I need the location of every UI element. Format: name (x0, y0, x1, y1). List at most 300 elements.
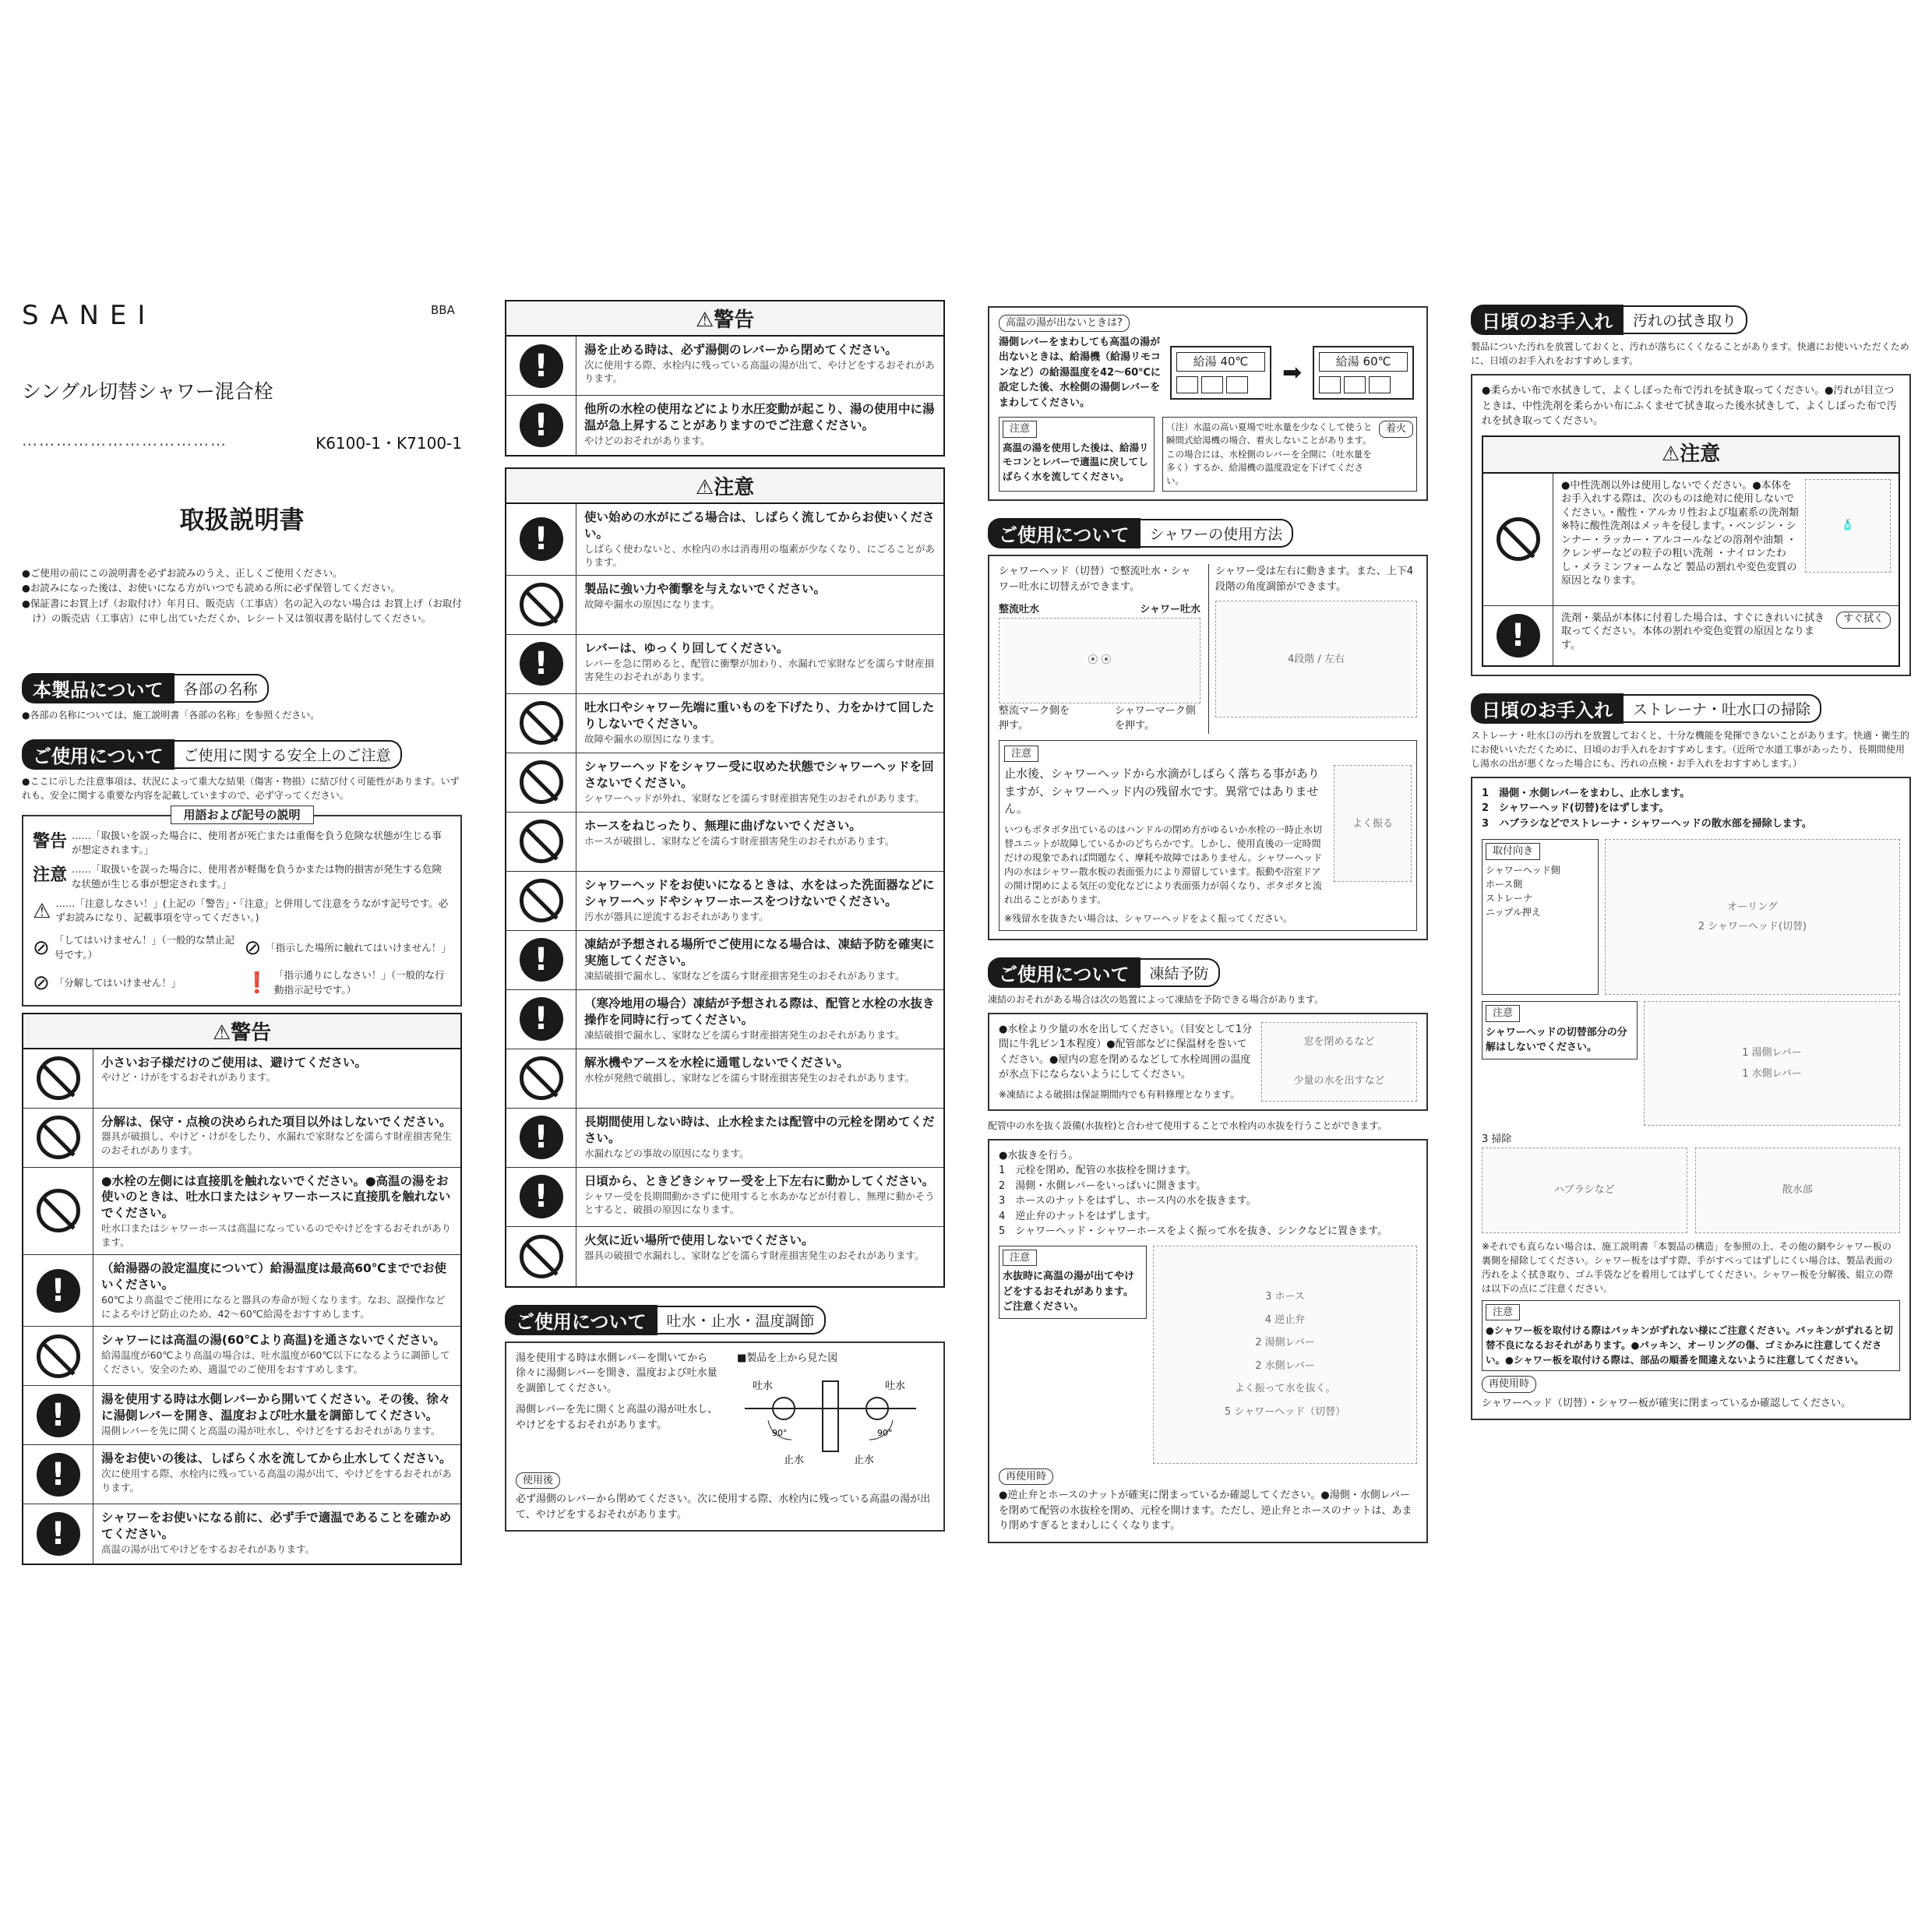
caution-box (505, 467, 945, 1288)
parts-note: ●各部の名称については、施工説明書「各部の名称」を参照ください。 (22, 709, 320, 721)
label-4-steps: 4段階 (1288, 653, 1315, 665)
strainer-note: ※それでも直らない場合は、施工説明書「本製品の構造」を参照の上、その他の網やシャワー板の裏側を掃除してください。シャワー板をはずす際、手がすべってはずしにくい場合は、製品表面の汚れをよく拭き取り、ゴム手袋などを着用してはずしてください。シャワー板を分解後、組立の際は以下の点にご注意ください。 (1482, 1240, 1893, 1294)
assembly-caution-tag: 注意 (1486, 1304, 1520, 1321)
drain-diagram (1153, 1246, 1417, 1464)
notice-detail: 給湯温度が60℃より高温の場合は、吐水温度が60℃以下になるように調節してください。安全のため、適温でのご使用をおすすめします。 (101, 1349, 450, 1375)
wipe-caution-box (1482, 435, 1900, 667)
notice-row (506, 337, 943, 396)
label-check-valve: 4 逆止弁 (1264, 1313, 1306, 1326)
hot-text: 湯側レバーをまわしても高温の湯が出ないときは、給湯機（給湯リモコンなど）の給湯温度を42～60℃に設定した後、水栓側の湯側レバーをまわしてください。 (999, 336, 1162, 409)
clean-label: 3 掃除 (1482, 1133, 1512, 1145)
notice-icon-cell (23, 1504, 93, 1564)
detergent-icon: 🧴 (1805, 479, 1891, 573)
shower-holder-diagram: 4段階 / 左右 (1215, 601, 1417, 717)
notice-heading: 分解は、保守・点検の決められた項目以外はしないでください。 (101, 1114, 452, 1129)
notice-detail: 汚水が器具に逆流するおそれがあります。 (584, 910, 769, 922)
shower-panel (988, 555, 1428, 940)
svg-text:90°: 90° (772, 1428, 788, 1439)
notice-row (23, 1445, 460, 1504)
notice-row (23, 1386, 460, 1445)
caution-word: 注意 (33, 866, 68, 885)
notice-detail: 次に使用する際、水栓内に残っている高温の湯が出て、やけどをするおそれがあります。 (584, 358, 935, 385)
notice-heading: シャワーヘッドをお使いになるときは、水をはった洗面器などにシャワーヘッドやシャワーホースをつけないでください。 (584, 877, 935, 908)
intro-item: ●ご使用の前にこの説明書を必ずお読みのうえ、正しくご使用ください。 (22, 567, 343, 579)
notice-row (506, 990, 943, 1049)
shower-caution-tag: 注意 (1004, 746, 1038, 763)
notice-row (506, 504, 943, 576)
notice-text (93, 1327, 460, 1385)
legend-no-disassemble: 「分解してはいけません！」 (54, 976, 182, 989)
notice-heading: 湯を使用する時は水側レバーから開いてください。その後、徐々に湯側レバーを開き、温度および吐水量を調節してください。 (101, 1392, 451, 1423)
label-head-side: シャワーヘッド側 (1486, 864, 1560, 876)
section-header-strainer (1471, 693, 1911, 724)
notice-text (93, 1049, 375, 1108)
notice-text (576, 753, 943, 812)
section-tag: ご使用について (988, 957, 1141, 988)
safety-note: ●ここに示した注意事項は、状況によって重大な結果（傷害・物損）に結び付く可能性があります。いずれも、安全に関する重要な内容を記載していますので、必ず守ってください。 (22, 775, 460, 801)
reuse-tag: 再使用時 (1482, 1376, 1536, 1393)
label-cold-lever: 2 水側レバー (1255, 1359, 1315, 1372)
orientation-tag: 取付向き (1486, 843, 1540, 860)
fire-label: 着火 (1379, 421, 1413, 438)
notice-detail: しばらく使わないと、水栓内の水は消毒用の塩素が少なくなり、にごることがあります。 (584, 542, 936, 569)
section-header-water (505, 1305, 945, 1335)
section-tag: ご使用について (988, 518, 1141, 548)
caution-text: ……「取扱いを誤った場合に、使用者が軽傷を負うかまたは物的損害が発生する危険な状態が生じる事が想定されます。」 (72, 863, 442, 890)
legend-instruction: 「指示通りにしなさい！」（一般的な行動指示記号です。） (273, 969, 445, 996)
notice-text (576, 1227, 933, 1286)
notice-row (506, 694, 943, 753)
shower-text-2: シャワー受は左右に動きます。また、上下4段階の角度調節ができます。 (1215, 566, 1413, 593)
freeze-note: ※凍結による破損は保証期間内でも有料修理となります。 (999, 1088, 1240, 1100)
notice-row (23, 1049, 460, 1109)
notice-detail: やけどのおそれがあります。 (584, 434, 710, 446)
column-2 (505, 300, 945, 1532)
column-4 (1471, 300, 1911, 1420)
notice-icon-cell (506, 396, 576, 455)
notice-heading: 他所の水栓の使用などにより水圧変動が起こり、湯の使用中に湯温が急上昇することがありますのでご注意ください。 (584, 402, 935, 432)
hot-caution-tag: 注意 (1003, 421, 1037, 438)
label-hose-side: ホース側 (1486, 878, 1523, 890)
notice-detail: やけど・けがをするおそれがあります。 (101, 1071, 277, 1084)
notice-icon-cell (23, 1327, 93, 1385)
reuse-text: ●逆止弁とホースのナットが確実に閉まっているか確認してください。●湯側・水側レバーを閉めて配管の水抜栓を閉め、元栓を開けます。ただし、逆止弁とホースのナットは、あまり閉めすぎるとまわしにくくなります。 (999, 1490, 1412, 1532)
drain-caution: 水抜時に高温の湯が出てやけどをするおそれがあります。ご注意ください。 (1003, 1271, 1135, 1313)
notice-row (506, 1109, 943, 1168)
notice-detail: シャワー受を長期間動かさずに使用すると水あかなどが付着し、無理に動かそうとすると、破損の原因になります。 (584, 1190, 935, 1216)
warn-text: ……「取扱いを誤った場合に、使用者が死亡または重傷を負う危険な状態が生じる事が想定されます。」 (72, 829, 442, 856)
notice-heading: 凍結が予想される場所でご使用になる場合は、凍結予防を確実に実施してください。 (584, 936, 935, 968)
symbol-legend (22, 807, 462, 1007)
notice-row (23, 1504, 460, 1564)
notice-text (93, 1445, 460, 1504)
exclamation-icon: ! (37, 1394, 80, 1437)
notice-row (23, 1255, 460, 1327)
shake-diagram (1334, 765, 1412, 882)
notice-icon-cell (506, 504, 576, 575)
notice-text (576, 1049, 922, 1108)
notice-text (576, 813, 902, 871)
brand-logo: SANEI (22, 300, 157, 331)
drain-step: 3 ホースのナットをはずし、ホース内の水を抜きます。 (999, 1195, 1257, 1208)
exclamation-icon: ! (520, 938, 563, 982)
notice-icon-cell (506, 813, 576, 871)
top-view-diagram (737, 1366, 924, 1467)
triangle-text: ……「注意しなさい！」(上記の「警告」・「注意」と併用して注意をうながす記号です。必ずお読みになり、記載事項を守ってください。) (55, 897, 449, 924)
prohibit-icon (520, 820, 563, 863)
water-text-2: 湯側レバーを先に開くと高温の湯が吐水し、やけどをするおそれがあります。 (516, 1404, 718, 1431)
section-subtitle: ご使用に関する安全上のご注意 (175, 740, 402, 769)
notice-heading: 小さいお子様だけのご使用は、避けてください。 (101, 1055, 368, 1070)
exclamation-icon: ! (37, 1512, 80, 1556)
exclamation-icon: ! (520, 642, 563, 686)
notice-heading: 長期間使用しない時は、止水栓または配管中の元栓を閉めてください。 (584, 1114, 935, 1145)
no-touch-icon: ⊘ (244, 936, 262, 960)
exclamation-icon: ! (520, 344, 563, 388)
notice-heading: ホースをねじったり、無理に曲げないでください。 (584, 818, 862, 833)
wipe-caution-title: ⚠注意 (1483, 437, 1899, 474)
section-header-wipe (1471, 305, 1911, 335)
arrow-icon: ➡ (1282, 358, 1303, 386)
notice-heading: シャワーヘッドをシャワー受に収めた状態でシャワーヘッドを回さないでください。 (584, 759, 934, 790)
warning-title: ⚠警告 (23, 1014, 460, 1049)
label-shower-mark: シャワーマーク側を押す。 (1115, 704, 1196, 732)
notice-text (576, 635, 943, 693)
strainer-text: ストレーナ・吐水口の汚れを放置しておくと、十分な機能を発揮できないことがあります。快適・衛生的にお使いいただくために、日頃のお手入れをおすすめします。（近所で水道工事があったり、長期間使用し湯水の出が悪くなった場合にも、汚れの点検・お手入れをおすすめします。） (1471, 729, 1910, 769)
freeze-panel (988, 1013, 1428, 1111)
notice-detail: 器具が破損し、やけど・けがをしたり、水漏れで家財などを濡らす財産損害発生のおそれがあります。 (101, 1130, 453, 1156)
notice-heading: 使い始めの水がにごる場合は、しばらく流してからお使いください。 (584, 510, 935, 541)
notice-text (576, 396, 943, 455)
notice-detail: 高温の湯が出てやけどをするおそれがあります。 (101, 1542, 316, 1555)
svg-text:90°: 90° (877, 1428, 893, 1439)
notice-icon-cell (506, 635, 576, 693)
wipe-caution-row (1483, 474, 1899, 606)
label-nipple: ニップル押え (1486, 906, 1542, 918)
notice-row (506, 813, 943, 872)
exclamation-icon: ! (520, 997, 563, 1041)
notice-icon-cell (23, 1386, 93, 1444)
notice-row (23, 1327, 460, 1386)
label-shisui-right: 止水 (854, 1454, 875, 1467)
section-tag: 日頃のお手入れ (1471, 693, 1624, 724)
notice-icon-cell (506, 872, 576, 930)
warning-title: ⚠警告 (506, 301, 943, 337)
section-header-parts (22, 673, 462, 703)
label-brush: ハブラシなど (1553, 1183, 1615, 1196)
drain-step: 5 シャワーヘッド・シャワーホースをよく振って水を抜き、シンクなどに置きます。 (999, 1225, 1387, 1238)
reuse-tag: 再使用時 (999, 1468, 1053, 1486)
assembly-caution: ●シャワー板を取付ける際はパッキンがずれない様にご注意ください。パッキンがずれると切替不良になるおそれがあります。●パッキン、オーリングの傷、ゴミかみに注意してください。●シャワー板を取付ける際は、部品の順番を間違えないように注意してください。 (1486, 1324, 1893, 1366)
notice-heading: （給湯器の設定温度について）給湯温度は最高60℃まででお使いください。 (101, 1261, 447, 1292)
notice-text (576, 1109, 943, 1167)
notice-heading: 火気に近い場所で使用しないでください。 (584, 1232, 814, 1247)
hot-water-panel (988, 306, 1428, 501)
notice-icon-cell (23, 1168, 93, 1255)
label-hose: 3 ホース (1265, 1291, 1305, 1303)
prohibit-icon (520, 1056, 563, 1100)
notice-icon-cell (23, 1445, 93, 1504)
shower-caution-3: ※残留水を抜きたい場合は、シャワーヘッドをよく振ってください。 (1004, 912, 1292, 924)
notice-icon-cell (506, 753, 576, 812)
label-spray: 散水部 (1782, 1183, 1813, 1196)
notice-heading: 日頃から、ときどきシャワー受を上下左右に動かしてください。 (584, 1173, 935, 1188)
notice-icon-cell (506, 1227, 576, 1286)
model-numbers: K6100-1・K7100-1 (316, 434, 462, 453)
notice-heading: ●水栓の左側には直接肌を触れないでください。●高温の湯をお使いのときは、吐水口またはシャワーホースに直接肌を触れないでください。 (101, 1173, 451, 1221)
top-view-caption: ■製品を上から見た図 (737, 1352, 838, 1364)
label-shower-head: 5 シャワーヘッド（切替） (1224, 1405, 1346, 1418)
strainer-diagram (1605, 839, 1900, 995)
exclamation-icon: ! (520, 404, 563, 447)
shower-head-diagram: ⦿ ⦿ (999, 618, 1200, 703)
after-use-tag: 使用後 (516, 1472, 560, 1490)
notice-text (93, 1255, 460, 1326)
label-shake-out: よく振って水を抜く。 (1234, 1383, 1336, 1395)
wipe-caution-1: ●中性洗剤以外は使用しないでください。●本体をお手入れする際は、次のものは絶対に使用しないでください。・酸性・アルカリ性および塩素系の洗剤類 ※特に酸性洗剤はメッキを侵します。・ベンジン・シンナー・ラッカー・アルコールなどの溶剤や油類 ・クレンザーなどの粒子の粗い洗剤 ・ナイロンたわし・メラミンフォームなど 製品の割れや変色変質の原因となります。 (1561, 479, 1799, 587)
prohibit-icon (37, 1334, 80, 1378)
notice-detail: シャワーヘッドが外れ、家財などを濡らす財産損害発生のおそれがあります。 (584, 791, 925, 804)
exclamation-icon: ! (37, 1269, 80, 1313)
prohibit-icon (520, 1235, 563, 1278)
faucet-diagram (1644, 1001, 1900, 1126)
prohibit-icon (37, 1116, 80, 1159)
prohibit-icon (37, 1189, 80, 1232)
shower-text-1: シャワーヘッド（切替）で整流吐水・シャワー吐水に切替えができます。 (999, 566, 1191, 593)
intro-item: ●お読みになった後は、お使いになる方がいつでも読める所に必ず保管してください。 (22, 582, 400, 594)
wipe-text: 製品についた汚れを放置しておくと、汚れが落ちにくくなることがあります。快適にお使いいただくために、日頃のお手入れをおすすめします。 (1471, 341, 1909, 366)
drain-panel (988, 1139, 1428, 1543)
notice-detail: 湯側レバーを先に開くと高温の湯が吐水し、やけどをするおそれがあります。 (101, 1424, 441, 1437)
intro-item: ●保証書にお買上げ（お取付け）年月日、販売店（工事店）名の記入のない場合は お買上げ（お取付け）の販売店（工事店）に申し出ていただくか、レシート又は領収書を貼付してください。 (22, 597, 462, 625)
notice-icon-cell (506, 576, 576, 634)
notice-row (506, 576, 943, 635)
wipe-now-label: すぐ拭く (1836, 612, 1891, 629)
notice-detail: 水栓が発熱で破損し、家財などを濡らす財産損害発生のおそれがあります。 (584, 1071, 915, 1084)
drain-title: ●水抜きを行う。 (999, 1149, 1079, 1162)
notice-icon-cell (23, 1109, 93, 1167)
no-disassemble-icon: ⊘ (33, 971, 50, 995)
label-shower: シャワー吐水 (1140, 604, 1200, 616)
section-tag: 本製品について (22, 673, 175, 703)
notice-heading: 湯をお使いの後は、しばらく水を流してから止水してください。 (101, 1451, 452, 1466)
notice-heading: 吐水口やシャワー先端に重いものを下げたり、力をかけて回したりしないでください。 (584, 700, 935, 731)
shower-caution-1: 止水後、シャワーヘッドから水滴がしばらく落ちる事がありますが、シャワーヘッド内の残留水です。異常ではありません。 (1004, 767, 1320, 816)
notice-heading: 解氷機やアースを水栓に通電しないでください。 (584, 1055, 849, 1070)
strainer-step: 3 ハブラシなどでストレーナ・シャワーヘッドの散水部を掃除します。 (1482, 817, 1812, 830)
wipe-caution-2: 洗剤・薬品が本体に付着した場合は、すぐにきれいに拭き取ってください。本体の割れや変色変質の原因となります。 (1561, 612, 1825, 651)
reuse-text: シャワーヘッド（切替）・シャワー板が確実に閉まっているか確認してください。 (1482, 1397, 1851, 1409)
notice-icon-cell (23, 1049, 93, 1108)
warn-word: 警告 (33, 831, 68, 851)
prohibit-icon (1497, 517, 1540, 561)
prohibit-icon (520, 879, 563, 922)
section-subtitle: 吐水・止水・温度調節 (658, 1306, 826, 1334)
notice-row (506, 931, 943, 990)
notice-detail: ホースが破損し、家財などを濡らす財産損害発生のおそれがあります。 (584, 834, 895, 847)
section-tag: ご使用について (505, 1305, 658, 1335)
notice-text (576, 1168, 943, 1226)
label-hot-lever: 2 湯側レバー (1255, 1337, 1315, 1349)
document-title: 取扱説明書 (179, 505, 305, 534)
notice-heading: レバーは、ゆっくり回してください。 (584, 640, 789, 655)
notice-text (576, 990, 943, 1049)
notice-icon-cell (506, 1109, 576, 1167)
section-subtitle: シャワーの使用方法 (1141, 519, 1294, 548)
notice-text (576, 694, 943, 753)
label-left-right: 左右 (1324, 653, 1345, 665)
notice-text (93, 1504, 460, 1564)
strainer-caution: シャワーヘッドの切替部分の分解はしないでください。 (1486, 1026, 1627, 1053)
prohibit-icon (520, 760, 563, 804)
section-subtitle: 凍結予防 (1141, 958, 1220, 987)
notice-detail: 次に使用する際、水栓内に残っている高温の湯が出て、やけどをするおそれがあります。 (101, 1468, 452, 1493)
strainer-panel (1471, 777, 1911, 1421)
notice-icon-cell (506, 1049, 576, 1108)
spray-diagram (1695, 1148, 1901, 1233)
section-subtitle: 汚れの拭き取り (1624, 305, 1747, 334)
product-name: シングル切替シャワー混合栓 (22, 380, 273, 403)
notice-detail: 故障や漏水の原因になります。 (584, 732, 721, 745)
remote-60: 給湯 60℃ (1319, 352, 1408, 372)
legend-prohibit: 「してはいけません！」（一般的な禁止記号です。） (54, 934, 235, 961)
notice-detail: レバーを急に閉めると、配管に衝撃が加わり、水漏れで家財などを濡らす財産損害発生のおそれがあります。 (584, 657, 935, 683)
hot-caution-text: 高温の湯を使用した後は、給湯リモコンとレバーで適温に戻してしばらく水を流してください。 (1003, 441, 1149, 482)
notice-row (506, 1168, 943, 1227)
label-oring: オーリング (1727, 901, 1778, 913)
notice-text (576, 872, 943, 930)
notice-row (506, 635, 943, 694)
label-hot-lever: 1 湯側レバー (1742, 1046, 1802, 1059)
drain-step: 1 元栓を閉め、配管の水抜栓を開けます。 (999, 1165, 1197, 1177)
warning-box-2 (505, 300, 945, 457)
legend-no-touch: 「指示した場所に触れてはいけません！」 (266, 941, 451, 954)
shower-caution-2: いつもポタポタ出ているのはハンドルの閉め方がゆるいか水栓の一時止水切替ユニットが故障しているかのどちらかです。しかし、使用直後の一定時間だけの現象であれば問題なく、摩耗や故障ではありません。シャワーヘッド内の水はシャワー散水板の表面張力により滞留しています。振動や浴室ドアの開け閉めによる気圧の変化などにより表面張力が弱くなり、ポタポタと流れ出ることがあります。 (1004, 823, 1323, 905)
label-seiryu-mark: 整流マーク側を押す。 (999, 704, 1070, 732)
notice-detail: 水漏れなどの事故の原因になります。 (584, 1147, 749, 1159)
label-tosui-right: 吐水 (885, 1380, 906, 1393)
notice-detail: 凍結破損で漏水し、家財などを濡らす財産損害発生のおそれがあります。 (584, 969, 905, 982)
notice-text (93, 1168, 460, 1255)
drain-step: 4 逆止弁のナットをはずします。 (999, 1210, 1156, 1222)
label-shisui-left: 止水 (784, 1454, 805, 1467)
notice-row (506, 1227, 943, 1286)
section-header-shower (988, 518, 1428, 548)
section-tag: 日頃のお手入れ (1471, 305, 1624, 335)
instruction-icon: ❗ (244, 971, 270, 995)
label-seiryu: 整流吐水 (999, 604, 1040, 616)
notice-text (93, 1386, 460, 1444)
notice-icon-cell (506, 337, 576, 395)
legend-title: 用語および記号の説明 (170, 806, 313, 825)
notice-row (506, 396, 943, 455)
notice-icon-cell (506, 931, 576, 989)
notice-detail: 器具の破損で水漏れし、家財などを濡らす財産損害発生のおそれがあります。 (584, 1249, 925, 1261)
notice-heading: （寒冷地用の場合）凍結が予想される際は、配管と水栓の水抜き操作を同時に行ってください。 (584, 996, 935, 1027)
notice-text (93, 1109, 460, 1167)
label-cold-lever: 1 水側レバー (1742, 1068, 1802, 1080)
notice-heading: 湯を止める時は、必ず湯側のレバーから閉めてください。 (584, 343, 897, 357)
section-header-freeze (988, 957, 1428, 988)
notice-icon-cell (506, 1168, 576, 1226)
notice-icon-cell (506, 990, 576, 1049)
after-use-text: 必ず湯側のレバーから閉めてください。次に使用する際、水栓内に残っている高温の湯が出て、やけどをするおそれがあります。 (516, 1493, 931, 1521)
exclamation-icon: ! (520, 1116, 563, 1159)
caution-title: ⚠注意 (506, 469, 943, 504)
strainer-step: 1 湯側・水側レバーをまわし、止水します。 (1482, 787, 1690, 799)
model-line: ……………………………… K6100-1・K7100-1 (22, 431, 462, 453)
drain-caution-tag: 注意 (1003, 1250, 1037, 1267)
prohibit-icon (37, 1056, 80, 1100)
wipe-panel (1471, 374, 1911, 676)
label-strainer: ストレーナ (1486, 892, 1533, 904)
prohibit-icon (520, 701, 563, 745)
notice-icon-cell (23, 1255, 93, 1326)
exclamation-icon: ! (520, 517, 563, 561)
column-3 (988, 300, 1428, 1543)
strainer-caution-tag: 注意 (1486, 1005, 1520, 1022)
freeze-text: 凍結のおそれがある場合は次の処置によって凍結を予防できる場合があります。 (988, 993, 1324, 1005)
drain-intro: 配管中の水を抜く設備(水抜栓)と合わせて使用することで水栓内の水抜を行うことができます。 (988, 1119, 1387, 1131)
label-window: 窓を閉めるなど (1303, 1036, 1375, 1049)
section-subtitle: 各部の名称 (175, 674, 269, 703)
notice-detail: 60℃より高温でご使用になると器具の寿命が短くなります。なお、誤操作などによるやけど防止のため、42～60℃給湯をおすすめします。 (101, 1294, 446, 1320)
section-header-safety (22, 739, 462, 770)
notice-detail: 吐水口またはシャワーホースは高温になっているのでやけどをするおそれがあります。 (101, 1222, 452, 1248)
notice-row (506, 872, 943, 931)
notice-text (576, 931, 943, 989)
section-tag: ご使用について (22, 739, 175, 770)
label-tosui-left: 吐水 (753, 1380, 774, 1393)
exclamation-icon: ! (1497, 614, 1540, 658)
strainer-step: 2 シャワーヘッド(切替)をはずします。 (1482, 802, 1669, 814)
intro-list (22, 566, 462, 626)
exclamation-icon: ! (37, 1453, 80, 1497)
label-shower-head: 2 シャワーヘッド(切替) (1698, 921, 1807, 933)
brush-diagram (1482, 1148, 1687, 1233)
notice-text (576, 337, 943, 395)
doc-code: BBA (431, 303, 455, 317)
water-panel (505, 1341, 945, 1532)
warning-box-1 (22, 1013, 462, 1566)
prohibit-icon (520, 583, 563, 626)
notice-row (506, 1049, 943, 1109)
notice-text (576, 504, 943, 575)
column-1 (22, 300, 462, 1565)
notice-heading: 製品に強い力や衝撃を与えないでください。 (584, 581, 827, 596)
notice-heading: シャワーをお使いになる前に、必ず手で適温であることを確かめてください。 (101, 1511, 452, 1542)
exclamation-icon: ! (520, 1175, 563, 1218)
notice-detail: 凍結破損で漏水し、家財などを濡らす財産損害発生のおそれがあります。 (584, 1028, 905, 1041)
prohibit-icon: ⊘ (33, 936, 50, 960)
notice-detail: 故障や漏水の原因になります。 (584, 598, 721, 610)
notice-row (23, 1109, 460, 1168)
hot-note: （注）水温の高い夏場で吐水量を少なくして使うと瞬間式給湯機の場合、着火しないことがあります。この場合には、水栓側のレバーを全開に（吐水量を多く）するか、給湯機の温度設定を下げてください。 (1166, 421, 1373, 486)
triangle-icon: ⚠ (33, 899, 51, 923)
notice-row (23, 1168, 460, 1256)
wipe-bullets: ●柔らかい布で水拭きして、よくしぼった布で汚れを拭き取ってください。●汚れが目立つときは、中性洗剤を柔らかい布にふくませて拭き取った後水拭きして、よくしぼった布で汚れを拭き取ってください。 (1482, 385, 1897, 427)
wipe-caution-row (1483, 606, 1899, 665)
freeze-bullets: ●水栓より少量の水を出してください。（目安として1分間に牛乳ビン1本程度）●配管部などに保温材を巻いてください。●屋内の窓を閉めるなどして水栓周囲の温度が氷点下にならないようにしてください。 (999, 1023, 1253, 1081)
notice-heading: シャワーには高温の湯(60℃より高温)を通さないでください。 (101, 1333, 446, 1348)
notice-icon-cell (506, 694, 576, 753)
label-small-water: 少量の水を出すなど (1293, 1074, 1385, 1087)
notice-text (576, 576, 834, 634)
hot-tag: 高温の湯が出ないときは? (999, 315, 1130, 332)
notice-row (506, 753, 943, 813)
label-shake: よく振る (1352, 817, 1393, 830)
freeze-diagram (1261, 1022, 1417, 1102)
